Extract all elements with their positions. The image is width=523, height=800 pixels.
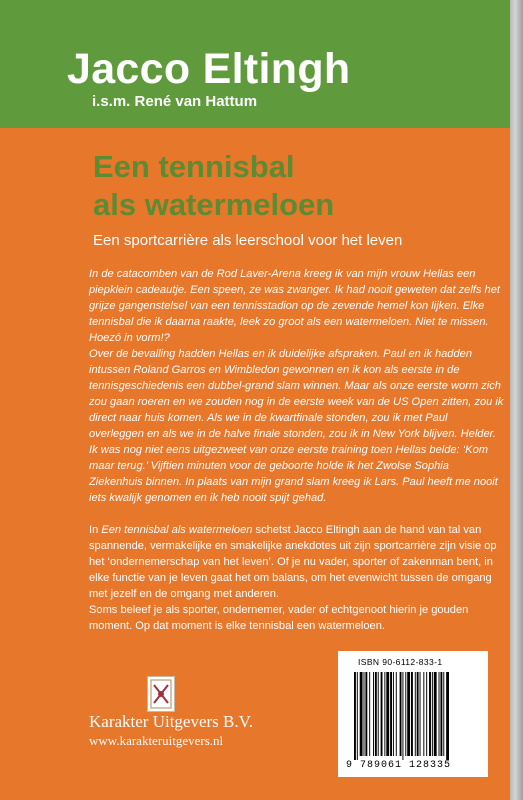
- book-summary: [89, 522, 505, 634]
- publisher-name: Karakter Uitgevers B.V.: [89, 712, 253, 731]
- publisher-logo-icon: [147, 676, 175, 712]
- author-name: Jacco Eltingh: [67, 45, 351, 93]
- book-subtitle: Een sportcarrière als leerschool voor het leven: [93, 232, 403, 249]
- summary-paragraph: Soms beleef je als sporter, ondernemer, vader of echtgenoot hierin je gouden moment. Op dat moment is elke tennisbal een watermeloen.: [89, 604, 469, 632]
- publisher-website: www.karakteruitgevers.nl: [89, 733, 224, 748]
- isbn-text: ISBN 90-6112-833-1: [358, 657, 443, 667]
- excerpt-paragraph: In de catacomben van de Rod Laver-Arena kreeg ik van mijn vrouw Hellas een piepklein cadeautje. Een speen, ze was zwanger. Ik had nooit geweten dat zelfs het grijze gangenstelsel van een tennisstadion op de zevende hemel kon lijken. Elke tennisbal die ik daarna raakte, leek zo groot als een watermeloen. Niet te missen. Hoezó in vorm!?: [89, 268, 500, 344]
- summary-title-italic: Een tennisbal als watermeloen: [101, 524, 253, 536]
- page-edge: [510, 0, 523, 800]
- author-band: [0, 0, 510, 128]
- summary-rest: schetst Jacco Eltingh aan de hand van tal van spannende, vermakelijke en smakelijke anekdotes uit zijn sportcarrière zijn visie op het ‘ondernemerschap van het leven’. Of je nu vader, sporter of zakenman bent, in elke functie van je leven gaat het om balans, om het evenwicht tussen de omgang met jezelf en de omgang met anderen.: [89, 524, 497, 600]
- excerpt-blurb: [89, 266, 505, 506]
- barcode-icon: [354, 672, 472, 760]
- barcode-number: 9 789061 128335: [346, 760, 452, 771]
- summary-paragraph: [89, 522, 505, 602]
- isbn-barcode: [338, 651, 488, 777]
- book-title-line: als watermeloen: [93, 187, 335, 222]
- book-title: [93, 148, 493, 224]
- summary-intro: In: [89, 524, 102, 536]
- excerpt-paragraph: Over de bevalling hadden Hellas en ik duidelijke afspraken. Paul en ik hadden intussen Roland Garros en Wimbledon gewonnen en ik kon als eerste in de tennisgeschiedenis een dubbel-grand slam winnen. Maar als onze eerste worm zich zou gaan roeren en we zouden nog in de eerste week van de US Open zitten, zou ik direct naar huis komen. Als we in de kwartfinale stonden, zou ik met Paul overleggen en als we in de halve finale stonden, zou ik in New York blijven. Helder. Ik was nog niet eens uitgezweet van onze eerste training toen Hellas belde: ‘Kom maar terug.’ Vijftien minuten voor de geboorte holde ik het Zwolse Sophia Ziekenhuis binnen. In plaats van mijn grand slam kreeg ik Lars. Paul heeft me nooit iets kwalijk genomen en ik heb nooit spijt gehad.: [89, 348, 504, 504]
- book-title-line: Een tennisbal: [93, 149, 295, 184]
- coauthor-credit: i.s.m. René van Hattum: [92, 93, 258, 110]
